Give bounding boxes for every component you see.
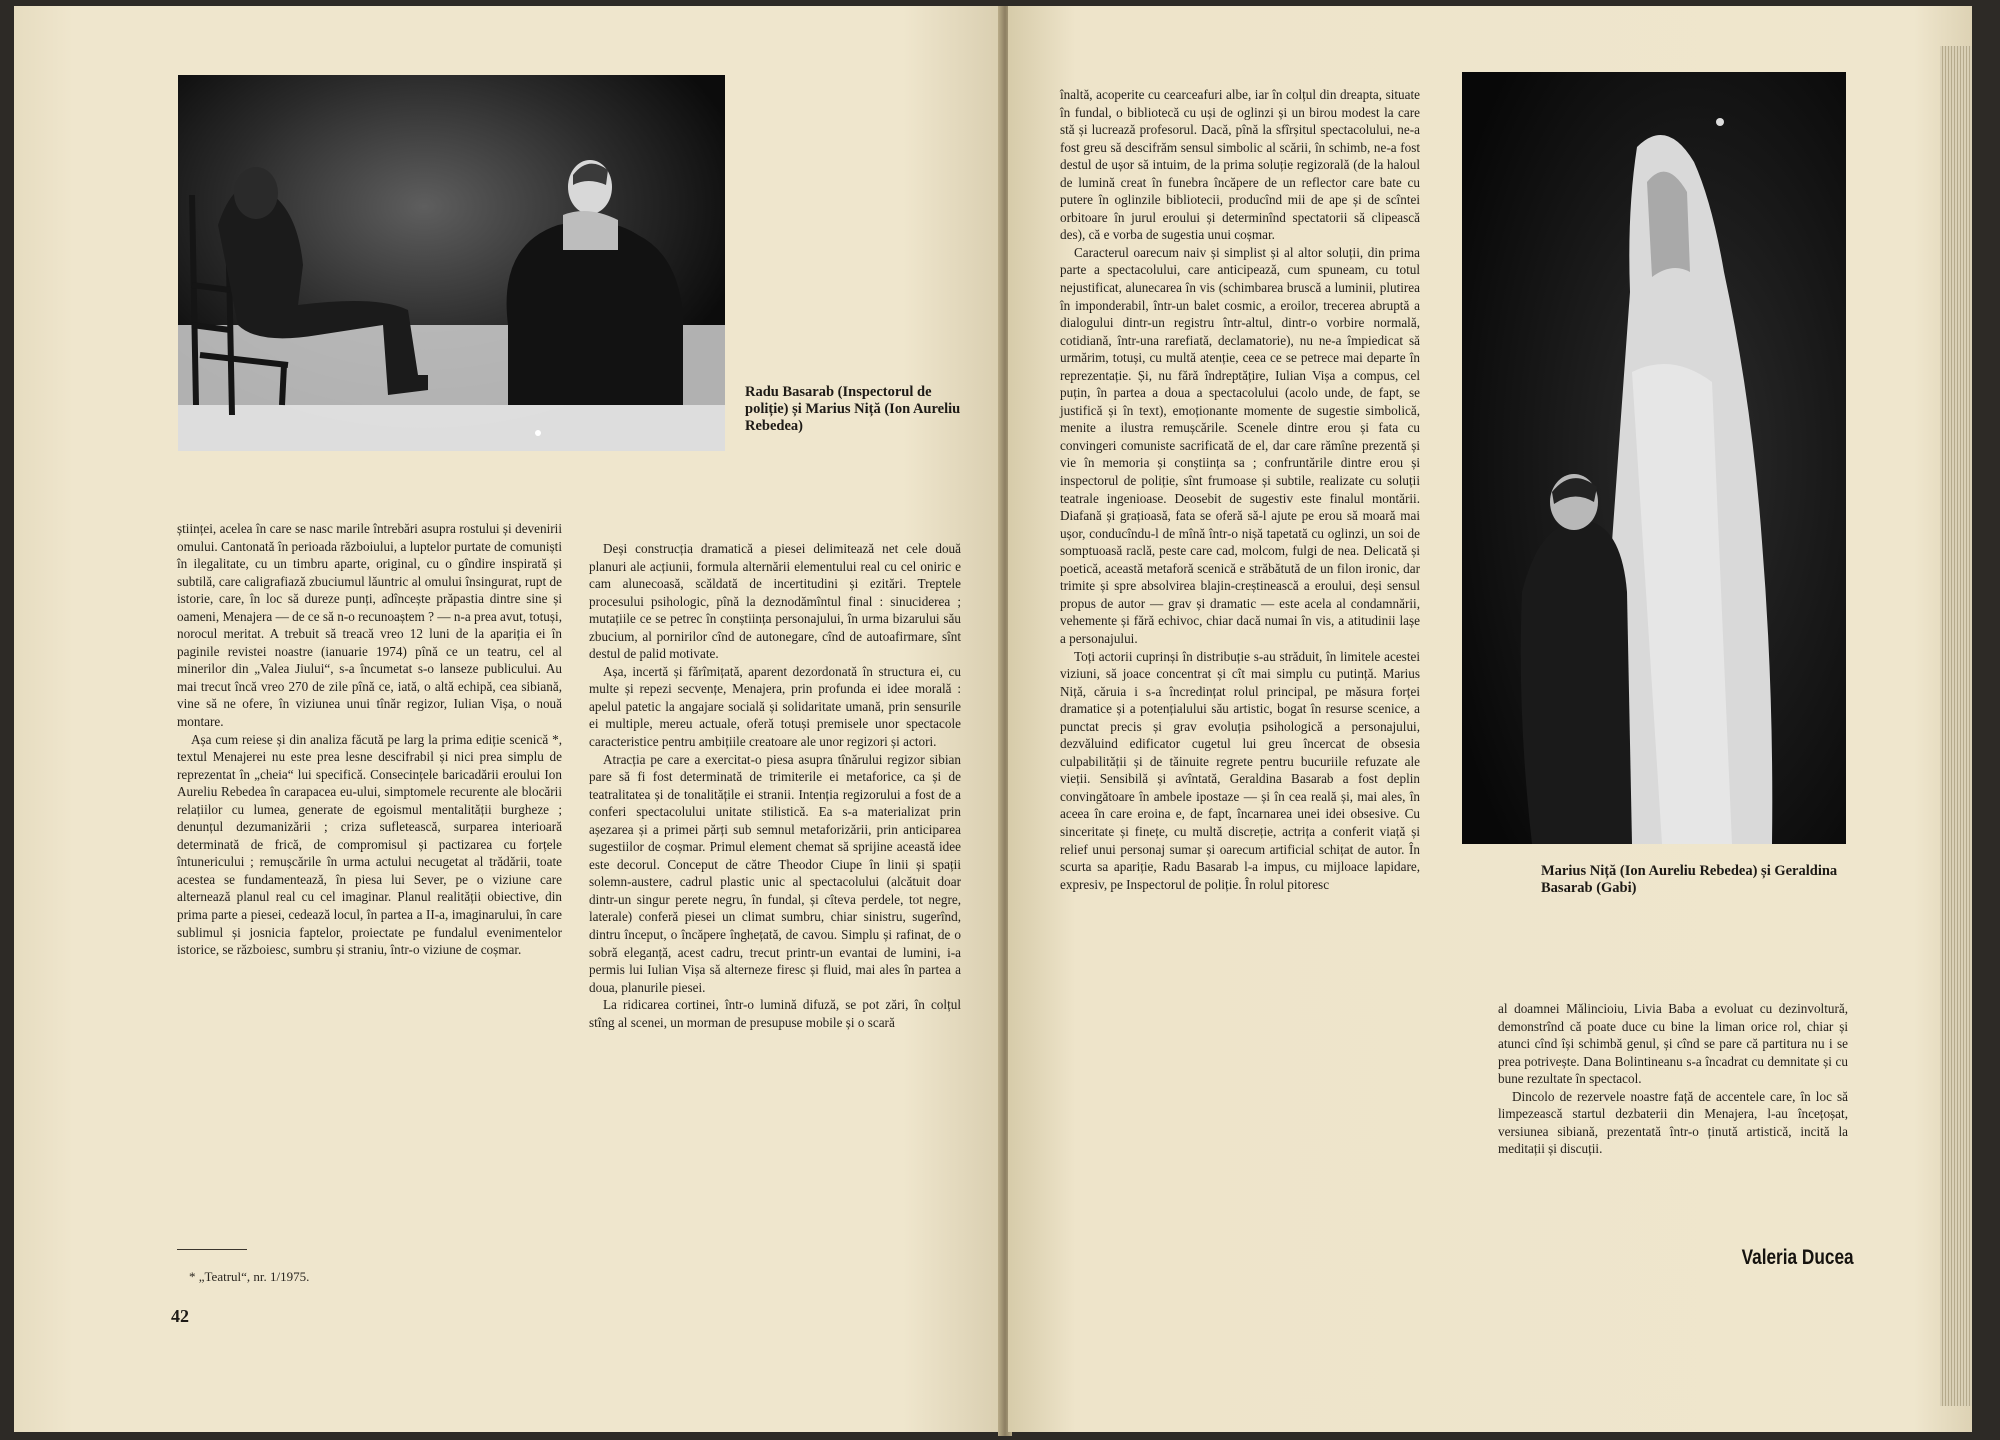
- paragraph: Caracterul oarecum naiv și simplist și al altor soluții, din prima parte a spectacolului, care anticipează, cum spuneam, cu totul nejustificat, alunecarea în vis (schimbarea bruscă a luminii, plutirea în imponderabil, într-un balet cosmic, a eroilor, trecerea abruptă a dialogului dintr-un registru într-altul, dintr-o vorbire normală, cotidiană, într-una rarefiată, declamatorie), nu ne-a împiedicat să urmărim, totuși, cu multă atenție, ceea ce se petrece mai departe în reprezentație. Și, nu fără îndreptățire, Iulian Vișa a compus, cel puțin, în partea a doua a spectacolului (acolo unde, de fapt, se justifică și în text), emoționante momente de sugestie simbolică, menite a ilustra remușcările. Scenele dintre erou și fata cu convingeri comuniste sacrificată de el, dar care rămîne prezentă și vie în memoria și conștiința sa ; confruntările dintre erou și inspectorul de poliție, sînt frumoase și subtile, realizate cu soluții teatrale ingenioase. Deosebit de sugestiv este finalul montării. Diafană și grațioasă, fata se oferă să-l ajute pe erou să moară mai ușor, conducîndu-l de mînă într-o nișă tapetată cu oglinzi, un soi de somptuoasă raclă, peste care cad, molcom, fulgi de nea. Delicată și poetică, această metaforă scenică e străbătută de un filon ironic, dar trimite și spre absolvirea blajin-creștinească a eroului, deși sensul propus de autor — grav și dramatic — este acela al condamnării, vehemente și fără echivoc, chiar dacă numai în vis, a atitudinii lașe a personajului.: [1060, 244, 1420, 646]
- stage-photo-bride-image: [1462, 72, 1846, 844]
- left-column-2: [589, 540, 961, 1290]
- paragraph: înaltă, acoperite cu cearceafuri albe, iar în colțul din dreapta, situate în fundal, o bibliotecă cu uși de oglinzi și un birou modest la care stă și lucrează profesorul. Dacă, pînă la sfîrșitul spectacolului, ne-a fost greu să descifrăm sensul simbolic al scării, în schimb, ne-a fost destul de ușor să intuim, de la prima soluție regizorală (de la haloul de lumină creat în funebra încăpere de un reflector care bate cu putere în oglinzile bibliotecii, producînd mii de ape și de scîntei orbitoare în jurul eroului și determinînd spectatorii să clipească des), că e vorba de sugestia unui coșmar.: [1060, 87, 1420, 243]
- paragraph: Toți actorii cuprinși în distribuție s-au străduit, în limitele acestei viziuni, să joace concentrat și cît mai simplu cu putință. Marius Niță, căruia i s-a încredințat rolul principal, pe măsura forței dramatice și a potențialului său artistic, bogat în resurse scenice, a punctat precis și grav evoluția psihologică a personajului, dezvăluind edificator cugetul lui greu încercat de obsesia culpabilității și de tăinuite regrete pentru bucuriile refuzate ale vieții. Sensibilă și avîntată, Geraldina Basarab a fost deplin convingătoare în ambele ipostaze — și în cea reală și, mai ales, în aceea în care eroina e, de fapt, încarnarea unei idei obsesive. Cu sinceritate și finețe, cu multă discreție, actrița a conferit viață și relief unui personaj sumar și oarecum artificial schițat de autor. În scurta sa apariție, Radu Basarab l-a impus, cu mijloace lapidare, expresiv, pe Inspectorul de poliție. În rolul pitoresc: [1060, 648, 1420, 892]
- stage-photo-bride: [1462, 72, 1846, 844]
- paragraph: al doamnei Mălincioiu, Livia Baba a evoluat cu dezinvoltură, demonstrînd că poate duce cu bine la liman orice rol, chiar și atunci cînd își schimbă genul, și cînd se pare că partitura nu i se prea potrivește. Dana Bolintineanu s-a încadrat cu demnitate și cu bune rezultate în spectacol.: [1498, 1001, 1848, 1087]
- stage-photo-inspector: [178, 75, 725, 451]
- magazine-spread: [14, 6, 1972, 1436]
- left-column-1: [177, 520, 562, 1224]
- page-number: 42: [171, 1306, 189, 1326]
- page-edges: [1940, 46, 1972, 1406]
- photo-caption-right: Marius Niță (Ion Aureliu Rebedea) și Geraldina Basarab (Gabi): [1541, 863, 1838, 896]
- paragraph: Așa, incertă și fărîmițată, aparent dezordonată în structura ei, cu multe și repezi secvențe, Menajera, prin profunda ei idee morală : apelul patetic la angajare socială și solidaritate umană, prin sensurile ei multiple, mereu actuale, oferă totuși premisele unor spectacole caracteristice pentru ambițiile creatoare ale unor regizori și actori.: [589, 663, 961, 750]
- paragraph: Atracția pe care a exercitat-o piesa asupra tînărului regizor sibian pare să fi fost determinată de trimiterile ei metaforice, ca și de teatralitatea și de tonalitățile ei stranii. Intenția regizorului a fost de a conferi spectacolului unitate stilistică. Ea s-a materializat prin așezarea și a primei părți sub semnul metaforizării, prin anticiparea sugestiilor de coșmar. Primul element chemat să sprijine această idee este decorul. Conceput de către Theodor Ciupe în linii și spații solemn-austere, cadrul plastic unic al spectacolului (alcătuit doar dintr-un singur perete negru, în fundal, și cîteva perdele, tot negre, laterale) conferă piesei un climat sumbru, chiar sinistru, sugerînd, dintru început, o încăpere înghețată, de cavou. Simplu și rafinat, de o sobră eleganță, acest cadru, trecut printr-un evantai de lumini, i-a permis lui Iulian Vișa să alterneze firesc și fluid, mai ales în partea a doua, planurile piesei.: [589, 751, 961, 995]
- right-column-2: [1498, 1000, 1848, 1230]
- paragraph: La ridicarea cortinei, într-o lumină difuză, se pot zări, în colțul stîng al scenei, un morman de presupuse mobile și o scară: [589, 997, 961, 1030]
- left-page: [14, 6, 1002, 1432]
- paragraph: Așa cum reiese și din analiza făcută pe larg la prima ediție scenică *, textul Menajerei nu este prea lesne descifrabil și nici prea simplu de reprezentat în „cheia“ lui specifică. Consecințele baricadării eroului Ion Aureliu Rebedea în carapacea eu-ului, simptomele recurente ale blocării relațiilor cu lumea, generate de egoismul mentalității burgheze ; denunțul dezumanizării ; criza sufletească, surparea interioară determinată de frică, de compromisul și pactizarea cu forțele întunericului ; remușcările în urma actului necugetat al trădării, toate acestea se fundamentează, în piesa lui Sever, pe o viziune care alternează planul real cu cel imaginar. Planul realității obiective, din prima parte a piesei, cedează locul, în partea a II-a, imaginarului, în care sublimul și josnicia faptelor, proiectate pe fundalul evenimentelor istorice, se războiesc, sumbru și straniu, într-o viziune de coșmar.: [177, 731, 562, 958]
- paragraph: Deși construcția dramatică a piesei delimitează net cele două planuri ale acțiunii, formula alternării elementului real cu cel oniric e cam alunecoasă, scăldată de incertitudini și ezitări. Treptele procesului psihologic, pînă la deznodămîntul final : sinuciderea ; mutațiile ce se petrec în conștiința personajului, în urma bizarului său zbucium, al pornirilor cînd de autonegare, cînd de autoafirmare, sînt destul de palid motivate.: [589, 541, 961, 662]
- photo-caption-left: Radu Basarab (Inspectorul de poliție) și Marius Niță (Ion Aureliu Rebedea): [745, 384, 961, 434]
- footnote-rule: [177, 1249, 247, 1250]
- footnote: * „Teatrul“, nr. 1/1975.: [189, 1269, 310, 1284]
- paragraph: științei, acelea în care se nasc marile întrebări asupra rostului și devenirii omului. Cantonată în perioada războiului, a luptelor purtate de comuniști în ilegalitate, cu un timbru aparte, original, cu o gîndire inspirată și subtilă, care caligrafiază zbuciumul lăuntric al omului însingurat, rupt de istorie, care, în loc să durezе punți, adîncește prăpastia dintre sine și oameni, Menajera — de ce să n-o recunoaștem ? — n-a prea avut, totuși, norocul meritat. A trebuit să treacă vreo 12 luni de la apariția ei în paginile revistei noastre (ianuarie 1974) pînă ce un teatru, cel al minerilor din „Valea Jiului“, s-a încumetat s-o lanseze publicului. Au mai trecut încă vreo 270 de zile pînă ce, iată, o altă echipă, cea sibiană, vine să ne ofere, în viziunea unui tînăr regizor, Iulian Vișa, o nouă montare.: [177, 521, 562, 730]
- right-page: [1008, 6, 1972, 1432]
- right-column-1: [1060, 86, 1420, 1296]
- author-signature: Valeria Ducea: [1741, 1246, 1854, 1269]
- paragraph: Dincolo de rezervele noastre față de accentele care, în loc să limpezească startul dezbaterii din Menajera, l-au încețoșat, versiunea sibiană, prezentată într-o ținută artistică, incită la meditații și discuții.: [1498, 1088, 1848, 1157]
- stage-photo-inspector-image: [178, 75, 725, 451]
